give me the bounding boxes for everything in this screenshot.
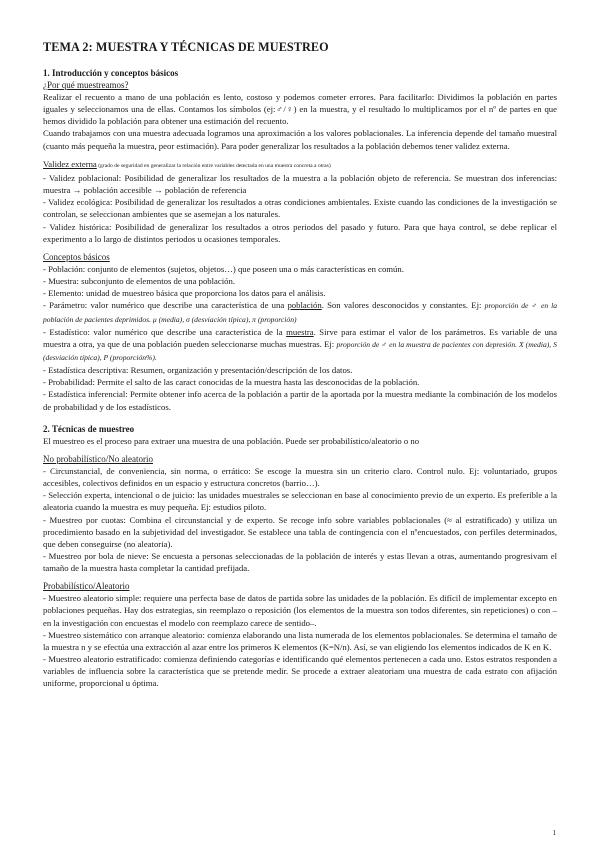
list-item: - Muestreo aleatorio estratificado: comienza definiendo categorías e identificando qué elementos pertenecen a cada uno. Estos estratos responden a variables de influencia sobre la característica que se pretende medir. Se procede a extraer aleatoriam una muestra de cada estrato con afijación uniforme, proporcional u óptima.: [43, 654, 557, 689]
text-span: - Estadístico: valor numérico que describe una característica de la: [43, 326, 287, 337]
list-item: - Validez histórica: Posibilidad de generalizar los resultados a otros periodos del pasado y futuro. Para que haya control, se debe replicar el experimento a lo largo de distintos periodos u ocasiones temporales.: [43, 221, 557, 244]
probabilistic-heading: Probabilístico/Aleatorio: [43, 581, 130, 592]
text-span: . Son valores desconocidos y constantes. Ej:: [321, 300, 482, 311]
list-item: - Muestreo aleatorio simple: requiere una perfecta base de datos de partida sobre las unidades de la población. Es difícil de implementar excepto en poblaciones pequeñas. Hay dos estrategias, sin reemplazo o reposición (los elementos de la muestra son todos diferentes, sin repeticiones) o con –en la investigación con encuestas el modelo con reemplazo carece de sentido–.: [43, 593, 557, 628]
paragraph: Cuando trabajamos con una muestra adecuada logramos una aproximación a los valores poblacionales. La inferencia depende del tamaño muestral (cuanto más pequeña la muestra, peor estimación). Para poder generalizar los resultados a la población debemos tener validez externa.: [43, 128, 557, 151]
non-probabilistic-heading: No probabilístico/No aleatorio: [43, 453, 153, 464]
list-item: - Validez ecológica: Posibilidad de generalizar los resultados a otras condiciones ambientales. Existe cuando las condiciones de la investigación se controlan, se seleccionan ambientes que se asemejan a los naturales.: [43, 197, 557, 220]
page-number: 1: [552, 829, 556, 837]
document-title: TEMA 2: MUESTRA Y TÉCNICAS DE MUESTREO: [43, 40, 329, 54]
italic-example: proporción de ♂ en la muestra de pacientes con depresión. X (media), S (desviación típica), P (proporción%).: [43, 339, 557, 362]
list-item: [43, 299, 557, 325]
why-sample-question: ¿Por qué muestreamos?: [43, 80, 129, 90]
list-item: - Elemento: unidad de muestreo básica que proporciona los datos para el análisis.: [43, 288, 326, 299]
italic-example: proporción de ♂ en la población de pacientes deprimidos. μ (media), σ (desviación típica), π (proporción): [43, 301, 558, 324]
list-item: - Población: conjunto de elementos (sujetos, objetos…) que poseen una o más características en común.: [43, 263, 404, 274]
list-item: - Circunstancial, de conveniencia, sin norma, o errático: Se escoge la muestra sin un criterio claro. Control nulo. Ej: voluntariado, grupos accesibles, colectivos definidos en un espacio y estructura concretos (barrio…).: [43, 465, 557, 489]
list-item: [43, 326, 557, 364]
list-item: - Muestra: subconjunto de elementos de una población.: [43, 276, 236, 287]
list-item: - Muestreo por cuotas: Combina el circunstancial y de experto. Se recoge info sobre variables poblacionales (≈ al estratificado) y utiliza un procedimiento basado en la subjetividad del investigador. Se establece una tabla de contingencia con el nºencuestados, con perfiles determinados, que deben conseguirse (no aleatoria).: [43, 514, 557, 549]
external-validity-note: (grado de seguridad en generalizar la relación entre variables detectada en una muestra concreta a otras): [96, 162, 331, 169]
external-validity-label: Validez externa: [43, 158, 97, 169]
list-item: - Estadística descriptiva: Resumen, organización y presentación/descripción de los datos.: [43, 365, 353, 376]
external-validity-heading: [43, 158, 557, 172]
underlined-term: muestra: [286, 326, 314, 337]
list-item: - Muestreo por bola de nieve: Se encuesta a personas seleccionadas de la población de interés y estas llevan a otras, aumentando progresivam el tamaño de la muestra hasta completar la cantidad prefijada.: [43, 551, 557, 574]
paragraph: Realizar el recuento a mano de una población es lento, costoso y podemos cometer errores. Para facilitarlo: Dividimos la población en partes iguales y seleccionamos una de ellas. Contamos los símbolos (ej:♂/♀) en la muestra, y el resultado lo multiplicamos por el nº de partes en que hemos dividido la población para obtener una estimación del recuento.: [43, 92, 557, 127]
text-span: - Parámetro: valor numérico que describe una característica de una: [43, 300, 288, 311]
basic-concepts-heading: Conceptos básicos: [43, 251, 110, 262]
section-1-heading: 1. Introducción y conceptos básicos: [43, 68, 179, 78]
paragraph: El muestreo es el proceso para extraer una muestra de una población. Puede ser probabilístico/aleatorio o no: [43, 435, 420, 446]
list-item: - Validez poblacional: Posibilidad de generalizar los resultados de la muestra a la población objeto de referencia. Se muestran dos inferencias: muestra → población accesible → población de referencia: [43, 172, 557, 196]
section-2-heading: 2. Técnicas de muestreo: [43, 423, 135, 434]
list-item: - Selección experta, intencional o de juicio: las unidades muestrales se seleccionan en base al conocimiento previo de un experto. Es preferible a la aleatoria cuando la muestra es muy pequeña. Ej: estudios piloto.: [43, 490, 557, 513]
list-item: - Probabilidad: Permite el salto de las caract conocidas de la muestra hasta las desconocidas de la población.: [43, 377, 420, 388]
text-span: . Sirve para estimar el valor de los parámetros. Es variable de una muestra a otra, ya que de una población pueden seleccionarse muchas muestras. Ej:: [43, 326, 557, 349]
underlined-term: población: [287, 300, 322, 311]
list-item: - Estadística inferencial: Permite obtener info acerca de la población a partir de la aportada por la muestra mediante la combinación de los modelos de probabilidad y de los estadísticos.: [43, 389, 557, 412]
document-page: [43, 40, 557, 690]
list-item: - Muestreo sistemático con arranque aleatorio: comienza elaborando una lista numerada de los elementos poblacionales. Se determina el tamaño de la muestra n y se efectúa una extracción al azar entre los primeros K elementos (K=N/n). Así, se van eligiendo los elementos indicados de K en K.: [43, 629, 557, 652]
